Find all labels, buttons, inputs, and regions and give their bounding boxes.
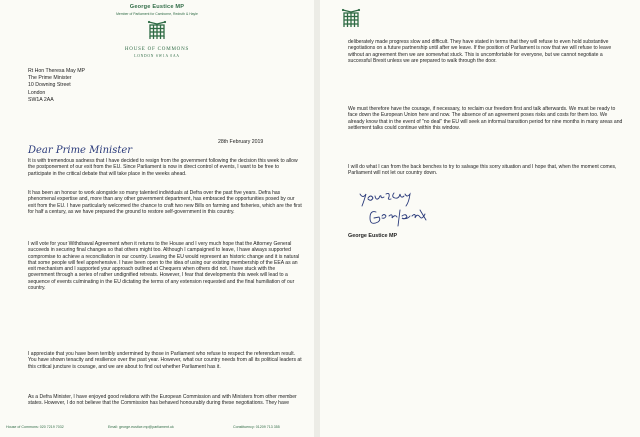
letterhead-subtitle: Member of Parliament for Camborne, Redruth & Hayle xyxy=(116,12,198,16)
portcullis-icon xyxy=(340,8,362,30)
signatory-name: George Eustice MP xyxy=(348,233,398,239)
address-line: 10 Downing Street xyxy=(28,82,71,89)
address-line: The Prime Minister xyxy=(28,75,72,82)
footer-constituency: Constituency: 01209 713 355 xyxy=(233,425,280,429)
footer-email: Email: george.eustice.mp@parliament.uk xyxy=(108,425,174,429)
body-paragraph: deliberately made progress slow and difficult. They have stated in terms that they will refuse to even hold substantive negotiations on a future partnership until after we leave. If the position of Parliament is now that we will refuse to leave without an agreement then we are somewhat stuck. This is uncomfortable for everyone, but we cannot negotiate a successful Brexit unless we are prepared to walk through the door. xyxy=(348,39,612,64)
body-paragraph: I will do what I can from the back benches to try to salvage this sorry situation and I hope that, when the moment comes, Parliament will not let our country down. xyxy=(348,164,617,177)
letter-page-2 xyxy=(320,0,640,437)
address-line: London xyxy=(28,89,46,96)
salutation: Dear Prime Minister xyxy=(28,145,133,156)
body-paragraph: I appreciate that you have been terribly undermined by those in Parliament who refuse to respect the referendum result. You have shown tenacity and resilience over the past year. However, what our country needs from all its political leaders at this critical juncture is courage, and we are about to find out whether Parliament has it. xyxy=(28,351,302,370)
body-paragraph: It is with tremendous sadness that I have decided to resign from the government following the decision this week to allow the postponement of our exit from the EU. Since Parliament is now in direct control of events, I want to be free to participate in the critical debate that will take place in the weeks ahead. xyxy=(28,158,298,177)
body-paragraph: As a Defra Minister, I have enjoyed good relations with the European Commission and with Ministers from other member states. However, I do not believe that the Commission has behaved honourably during these negotiations. They have xyxy=(28,394,297,407)
handwritten-signature xyxy=(358,188,458,232)
body-paragraph: We must therefore have the courage, if necessary, to reclaim our freedom first and talk afterwards. We must be ready to face down the European Union here and now. The absence of an agreement poses risks and costs for them too. We already know that in the event of "no deal" the EU will seek an informal transition period for nine months in many areas and settlement talks could continue within this window. xyxy=(348,106,623,131)
recipient-address xyxy=(28,68,85,104)
body-paragraph: It has been an honour to work alongside so many talented individuals at Defra over the past five years. Defra has phenomenal expertise and, more than any other government department, has embraced the opportunities posed by our exit from the EU. I have particularly welcomed the chance to craft two new Bills on farming and fisheries, which are the first for half a century, as we have prepared the ground to restore self-government in this country. xyxy=(28,190,302,215)
body-paragraph: I will vote for your Withdrawal Agreement when it returns to the House and I very much hope that the Attorney General succeeds in securing final changes so that others might too. Although I campaigned to leave, I have always supported compromise to achieve a reconciliation in our country. Leaving the EU would represent an historic change and it is natural that some people will feel apprehensive. I have been open to the idea of using our existing membership of the EEA as an exit mechanism and I supported your approach outlined at Chequers when others did not. I have stuck with the government through a series of rather undignified retreats. However, I fear that developments this week will lead to a sequence of events culminating in the EU dictating the terms of any extension requested and the final humiliation of our country. xyxy=(28,241,300,291)
letter-date: 28th February 2019 xyxy=(218,139,264,145)
letterhead-name: George Eustice MP xyxy=(129,4,185,10)
address-line: Rt Hon Theresa May MP xyxy=(28,68,85,74)
letterhead-city: LONDON SW1A 0AA xyxy=(134,54,180,58)
footer-phone: House of Commons: 020 7219 7032 xyxy=(6,425,64,429)
portcullis-icon xyxy=(146,20,168,42)
letterhead-house: HOUSE OF COMMONS xyxy=(124,47,190,52)
address-line: SW1A 2AA xyxy=(28,96,54,103)
letter-page-1 xyxy=(0,0,314,437)
